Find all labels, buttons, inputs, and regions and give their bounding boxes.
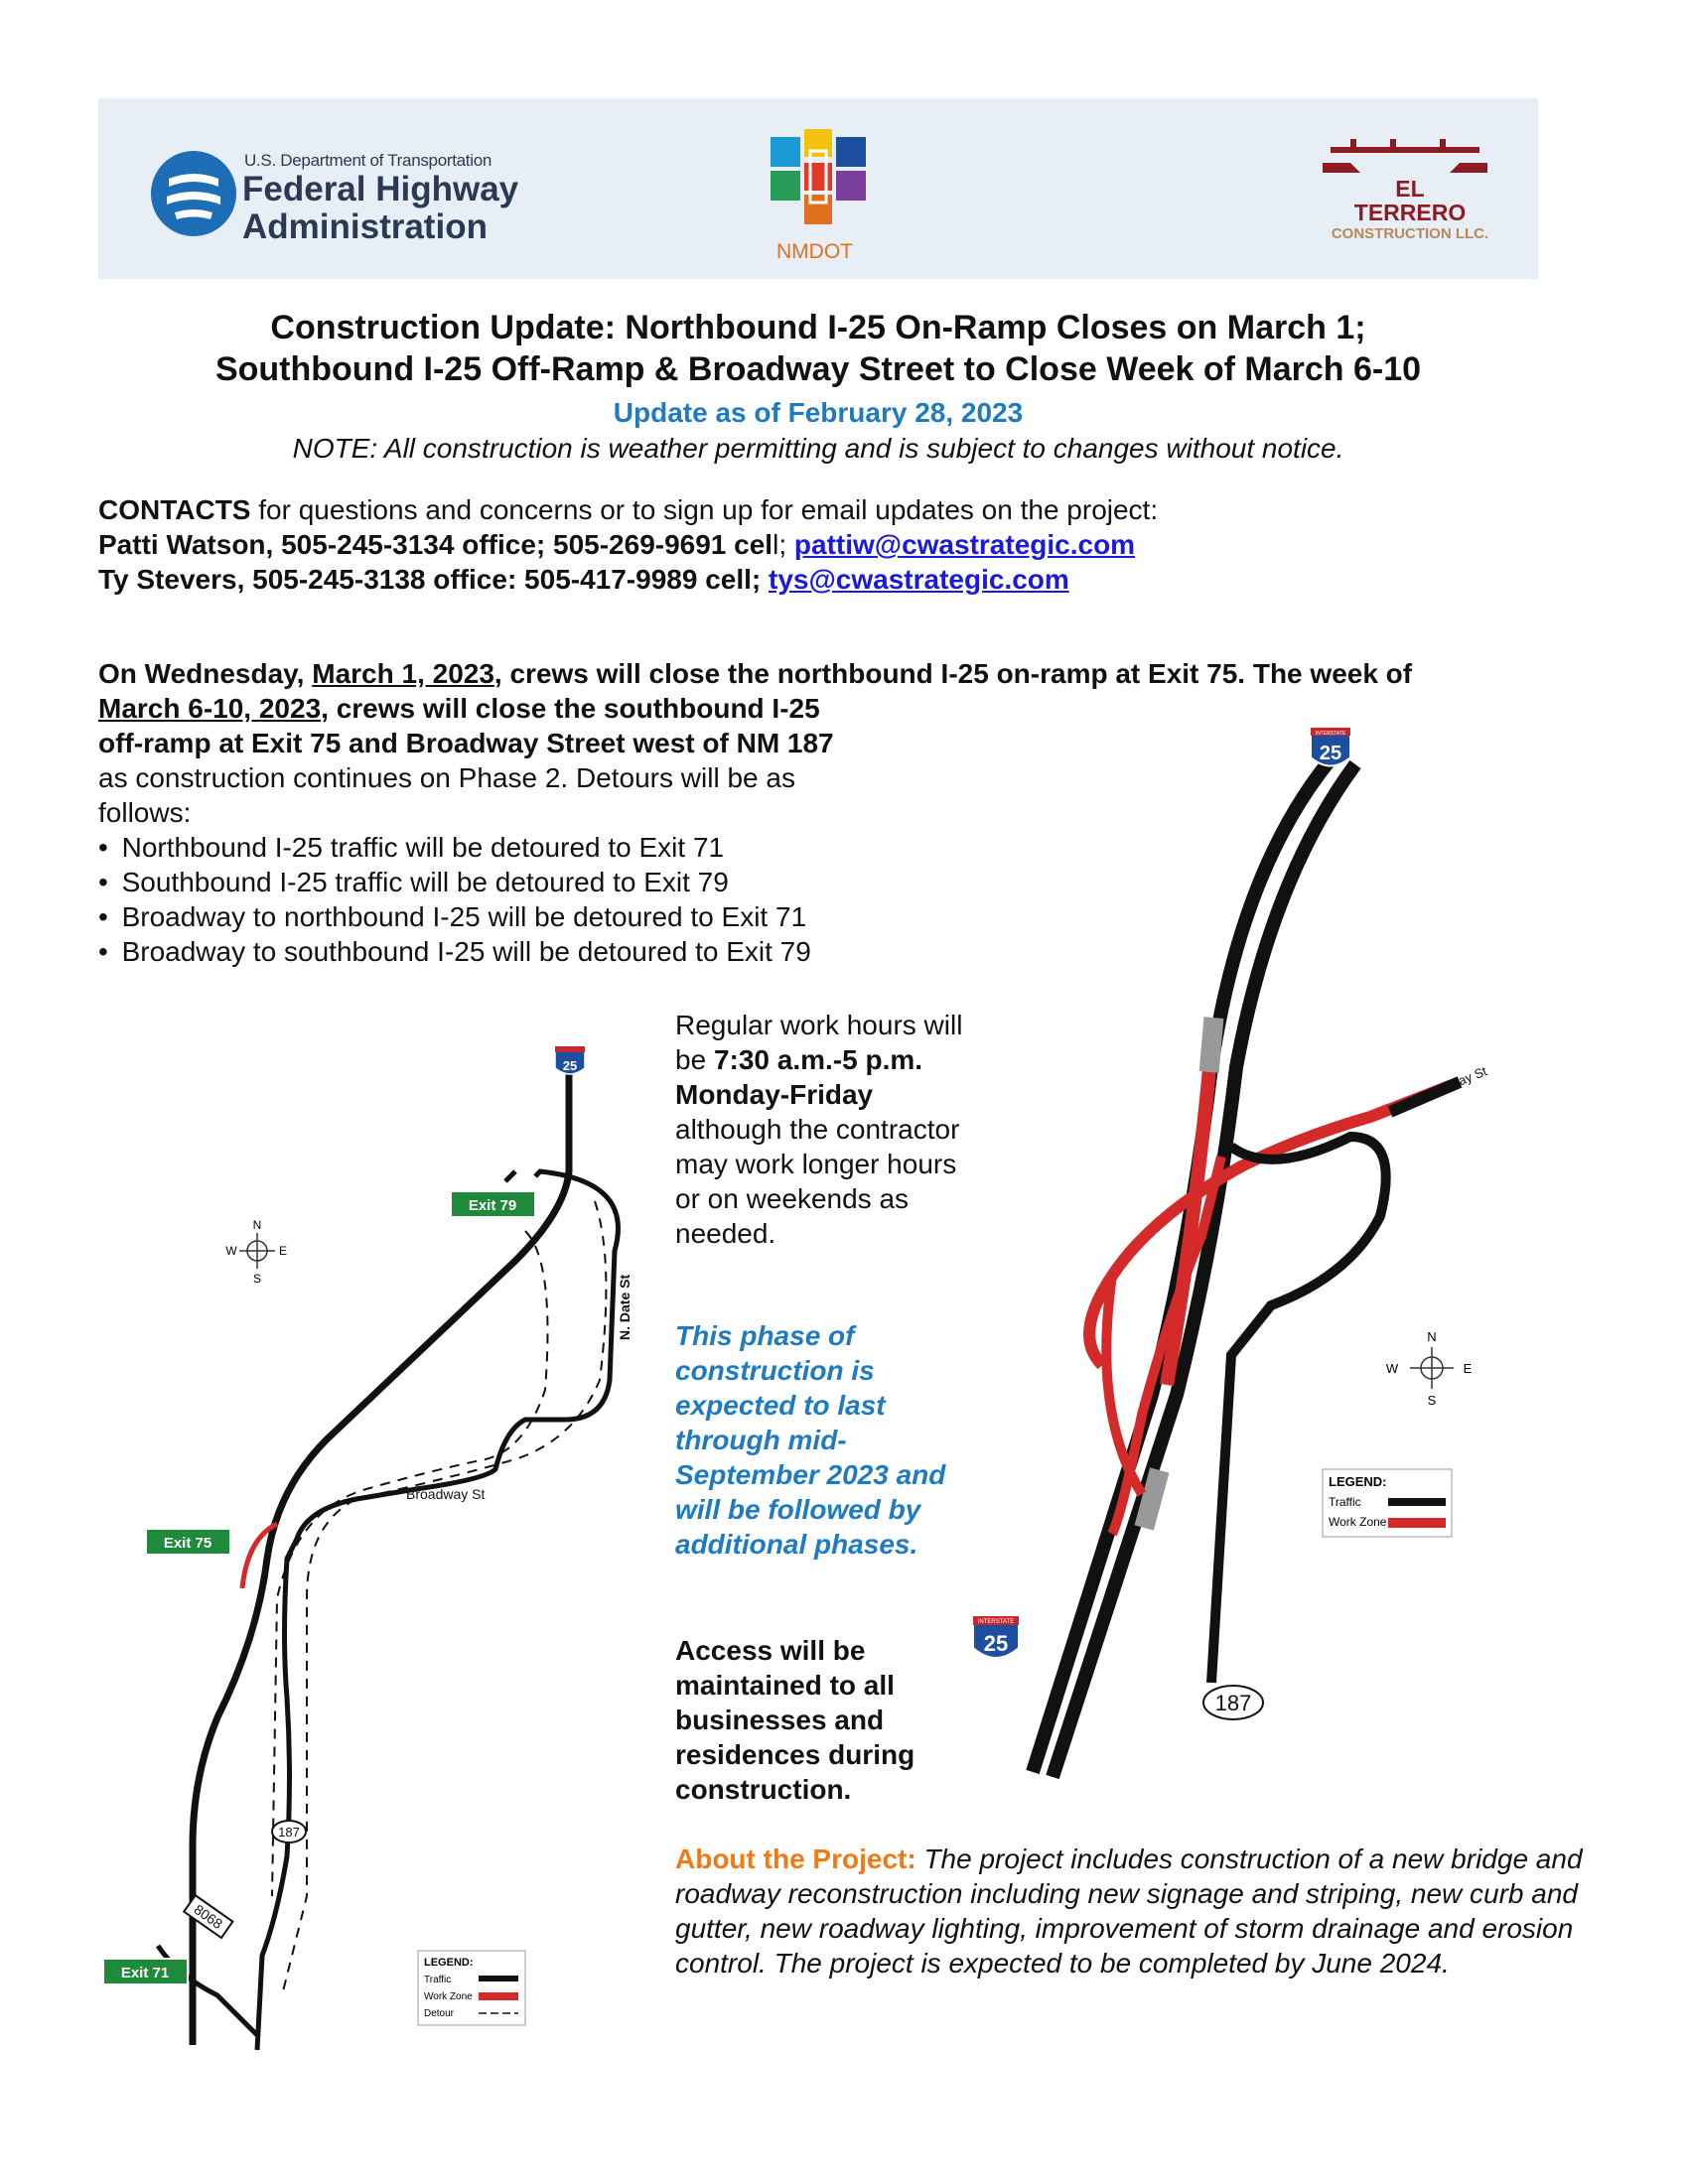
route-8068-label: 8068	[191, 1901, 226, 1933]
legend-left	[418, 1951, 525, 2025]
exit-71-sign	[103, 1959, 188, 1984]
exit-75-label: Exit 75	[163, 1535, 212, 1552]
intro-c: , crews will close the southbound I-25	[321, 693, 820, 724]
work-hours-time: 7:30 a.m.-5 p.m. Monday-Friday	[675, 1044, 923, 1110]
svg-text:E: E	[278, 1244, 288, 1258]
nm-187-right-marker	[1203, 1686, 1263, 1719]
left-detour-map	[98, 1003, 633, 2065]
svg-text:LEGEND:: LEGEND:	[424, 1957, 474, 1969]
legend-right	[1323, 1469, 1452, 1537]
contacts-block	[98, 492, 1538, 597]
fhwa-logo-icon	[149, 149, 238, 238]
contact-patti-separator: ;	[778, 529, 794, 560]
contact-ty	[98, 562, 1538, 597]
exit-79-label: Exit 79	[468, 1197, 517, 1214]
contact-patti-info-tail: l	[773, 529, 779, 560]
exit-75-sign	[146, 1529, 230, 1555]
i25-shield-top-icon	[1311, 728, 1350, 766]
phase-duration: This phase of construction is expected to last through mid-September 2023 and will be followed by additional phases.	[675, 1320, 946, 1560]
contacts-intro-text: for questions and concerns or to sign up for email updates on the project:	[250, 494, 1159, 525]
svg-text:E: E	[1463, 1361, 1473, 1376]
svg-text:INTERSTATE: INTERSTATE	[977, 1619, 1015, 1625]
svg-text:Traffic: Traffic	[1329, 1495, 1361, 1509]
i25-shield-bottom-icon	[973, 1616, 1019, 1658]
intro-a: On Wednesday,	[98, 658, 313, 689]
about-label: About the Project:	[675, 1843, 916, 1874]
svg-text:S: S	[252, 1272, 262, 1286]
compass-left-icon	[225, 1218, 287, 1286]
i25-shield-icon	[555, 1046, 585, 1074]
fhwa-name-line1: Federal Highway	[242, 170, 519, 208]
weather-note: NOTE: All construction is weather permitting and is subject to changes without notice.	[292, 433, 1344, 464]
access-note: Access will be maintained to all businesses and residences during construction.	[675, 1635, 915, 1805]
fhwa-name-line2: Administration	[242, 207, 488, 246]
contact-patti	[98, 527, 1538, 562]
svg-text:W: W	[225, 1244, 237, 1258]
i25-shield-label: 25	[562, 1058, 578, 1073]
broadway-st-label: Broadway St	[406, 1486, 486, 1502]
compass-right-icon	[1386, 1329, 1473, 1408]
nm-187-label: 187	[278, 1825, 300, 1840]
work-hours-c: although the contractor may work longer hours or on weekends as needed.	[675, 1114, 960, 1249]
svg-text:N: N	[1427, 1329, 1437, 1344]
detour-list	[98, 830, 811, 969]
svg-text:LEGEND:: LEGEND:	[1329, 1474, 1387, 1489]
contact-patti-email-link[interactable]: pattiw@cwastrategic.com	[793, 529, 1136, 560]
update-date: Update as of February 28, 2023	[613, 397, 1024, 428]
page-title-line2: Southbound I-25 Off-Ramp & Broadway Street to Close Week of March 6-10	[214, 350, 1422, 388]
detour-item: • Broadway to northbound I-25 will be detoured to Exit 71	[98, 899, 811, 934]
svg-text:25: 25	[1319, 743, 1342, 764]
contacts-intro	[98, 492, 1538, 527]
svg-text:25: 25	[983, 1631, 1009, 1656]
detour-item: • Northbound I-25 traffic will be detoured to Exit 71	[98, 830, 811, 865]
work-hours	[675, 1008, 963, 1251]
intro-date2: March 6-10, 2023	[98, 693, 322, 724]
right-interchange-map	[973, 720, 1489, 1802]
contact-patti-info: Patti Watson, 505-245-3134 office; 505-269-9691 cel	[98, 529, 774, 560]
broadway-st-right-label: Broadway St	[1415, 1063, 1489, 1105]
exit-71-label: Exit 71	[120, 1965, 170, 1981]
svg-text:Work Zone: Work Zone	[1329, 1515, 1387, 1529]
contact-ty-info: Ty Stevers, 505-245-3138 office: 505-417-9989 cell;	[98, 564, 770, 595]
intro-date1: March 1, 2023	[312, 658, 494, 689]
svg-text:W: W	[1385, 1361, 1399, 1376]
intro-d: off-ramp at Exit 75 and Broadway Street west of NM 187	[98, 728, 834, 758]
work-hours-a: Regular work hours will be	[675, 1010, 963, 1075]
intro-b: , crews will close the northbound I-25 on-ramp at Exit 75. The week of	[493, 658, 1413, 689]
nmdot-label: NMDOT	[776, 240, 853, 263]
svg-text:N: N	[252, 1218, 262, 1232]
about-project	[675, 1842, 1599, 1980]
svg-text:187: 187	[1214, 1691, 1252, 1715]
fhwa-department-text: U.S. Department of Transportation	[244, 151, 492, 170]
svg-text:INTERSTATE: INTERSTATE	[1315, 731, 1346, 737]
contact-ty-email-link[interactable]: tys@cwastrategic.com	[769, 564, 1069, 595]
contacts-label: CONTACTS	[98, 494, 251, 525]
nm-187-marker	[272, 1821, 306, 1843]
about-text: The project includes construction of a new bridge and roadway reconstruction including new signage and striping, new curb and gutter, new roadway lighting, improvement of storm drainage and erosion control. The project is expected to be completed by June 2024.	[675, 1843, 1583, 1979]
el-terrero-name-line3: CONSTRUCTION LLC.	[1331, 225, 1489, 242]
fhwa-name	[242, 171, 518, 246]
svg-text:S: S	[1427, 1393, 1437, 1408]
nmdot-zia-logo-icon	[771, 129, 866, 224]
el-terrero-name-line1: EL	[1395, 176, 1425, 202]
intro-e: as construction continues on Phase 2. Detours will be as follows:	[98, 762, 795, 828]
n-date-st-label: N. Date St	[617, 1274, 633, 1340]
intro-rest	[98, 691, 893, 830]
svg-text:Work Zone: Work Zone	[424, 1991, 473, 2002]
detour-item: • Southbound I-25 traffic will be detoured to Exit 79	[98, 865, 811, 899]
detour-item: • Broadway to southbound I-25 will be detoured to Exit 79	[98, 934, 811, 969]
intro-line1	[98, 656, 1558, 691]
exit-79-sign	[451, 1191, 535, 1217]
svg-text:Traffic: Traffic	[424, 1975, 452, 1985]
svg-text:Detour: Detour	[424, 2008, 455, 2019]
el-terrero-name-line2: TERRERO	[1353, 200, 1467, 225]
page-title-line1: Construction Update: Northbound I-25 On-Ramp Closes on March 1;	[270, 309, 1366, 346]
